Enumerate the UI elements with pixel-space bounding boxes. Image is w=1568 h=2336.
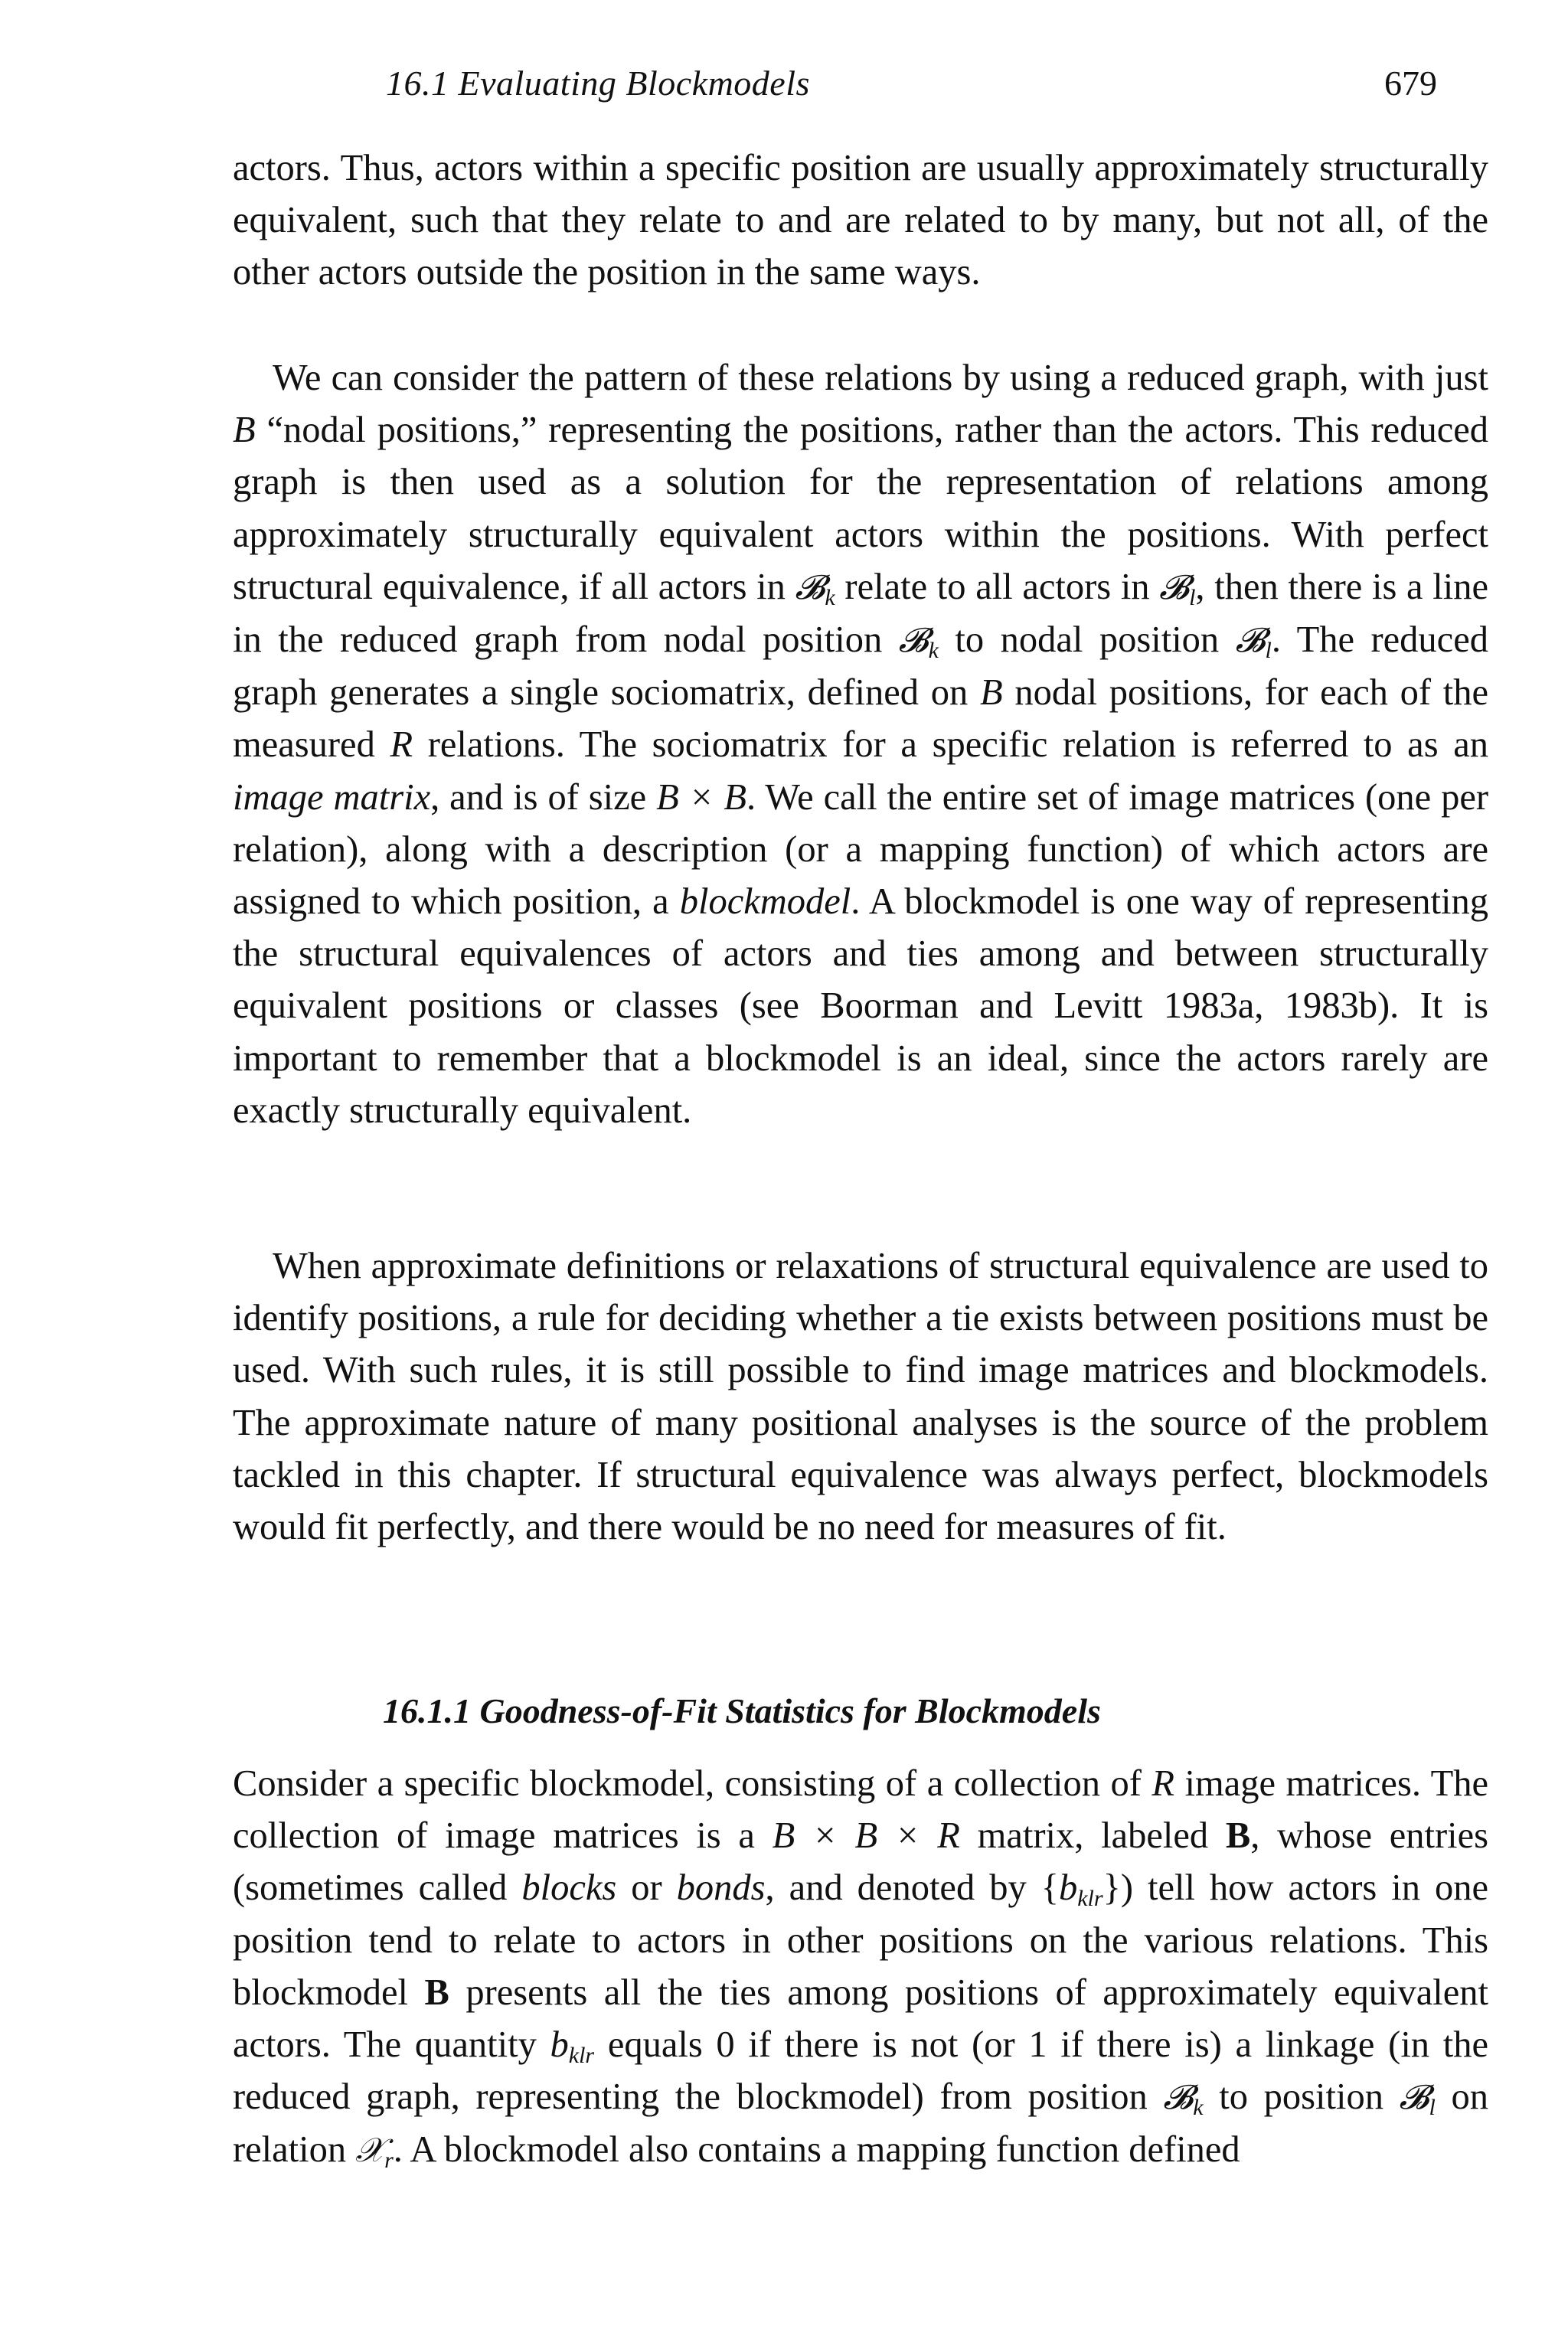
- paragraph-2-text: We can consider the pattern of these relations by using a reduced graph, with just B “nodal positions,” representing the positions, rather than the actors. This reduced graph is then used as a solution for the representation of relations among approximately structurally equivalent actors within the positions. With perfect structural equivalence, if all actors in 𝓑$_k$ relate to all actors in 𝓑$_l$, then there is a line in the reduced graph from nodal position 𝓑$_k$ to nodal position 𝓑$_l$. The reduced graph generates a single sociomatrix, defined on B nodal positions, for each of the measured R relations. The sociomatrix for a specific relation is referred to as an image matrix, and is of size B × B. We call the entire set of image matrices (one per relation), along with a description (or a mapping function) of which actors are assigned to which position, a blockmodel. A blockmodel is one way of representing the structural equivalences of actors and ties among and between structurally equivalent positions or classes (see Boorman and Levitt 1983a, 1983b). It is important to remember that a blockmodel is an ideal, since the actors rarely are exactly structurally equivalent.: [233, 358, 1489, 1131]
- running-head: 16.1 Evaluating Blockmodels: [386, 64, 810, 103]
- paragraph-2: [233, 352, 1488, 1137]
- paragraph-4: [233, 1758, 1488, 2178]
- paragraph-1: [233, 142, 1488, 299]
- paragraph-4-text: Consider a specific blockmodel, consisting of a collection of R image matrices. The collection of image matrices is a B × B × R matrix, labeled B, whose entries (sometimes called blocks or bonds, and denoted by $\{b_{klr}\}$) tell how actors in one position tend to relate to actors in other positions on the various relations. This blockmodel B presents all the ties among positions of approximately equivalent actors. The quantity $b_{klr}$ equals 0 if there is not (or 1 if there is) a linkage (in the reduced graph, representing the blockmodel) from position 𝓑$_k$ to position 𝓑$_l$ on relation 𝒳$_r$. A blockmodel also contains a mapping function defined: [233, 1763, 1489, 2174]
- page-number: 679: [1384, 64, 1437, 103]
- paragraph-3-text: When approximate definitions or relaxations of structural equivalence are used to identify positions, a rule for deciding whether a tie exists between positions must be used. With such rules, it is still possible to find image matrices and blockmodels. The approximate nature of many positional analyses is the source of the problem tackled in this chapter. If structural equivalence was always perfect, blockmodels would fit perfectly, and there would be no need for measures of fit.: [233, 1246, 1488, 1548]
- section-heading: 16.1.1 Goodness-of-Fit Statistics for Blockmodels: [383, 1691, 1101, 1730]
- paragraph-3: [233, 1240, 1488, 1554]
- paragraph-1-text: actors. Thus, actors within a specific position are usually approximately structurally equivalent, such that they relate to and are related to by many, but not all, of the other actors outside the position in the same ways.: [233, 148, 1488, 293]
